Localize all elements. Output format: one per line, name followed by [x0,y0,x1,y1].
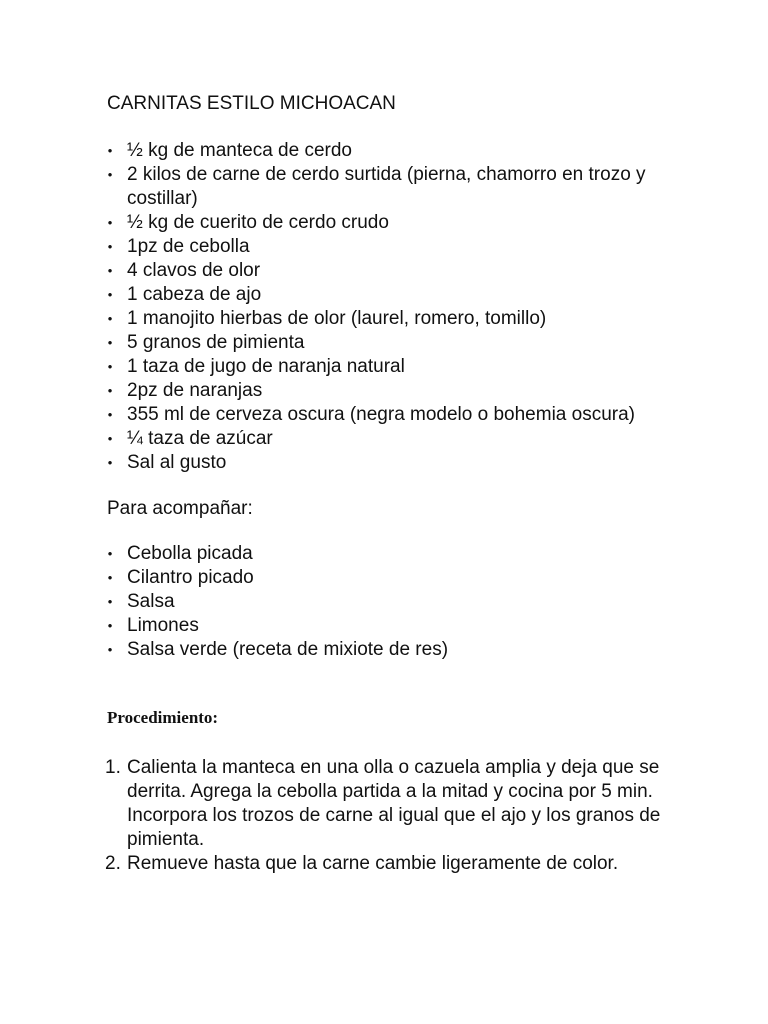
ingredient-item-text: 2pz de naranjas [127,380,263,401]
ingredient-item-text: 5 granos de pimienta [127,332,305,353]
ingredient-item-text: ½ kg de cuerito de cerdo crudo [127,212,389,233]
accompaniment-item [107,638,678,662]
accompaniment-item-text: Limones [127,615,199,636]
ingredient-item [107,283,678,307]
bullet-icon: • [107,383,113,398]
ingredient-item [107,427,678,451]
ingredient-item [107,379,678,403]
accompaniment-item-text: Cebolla picada [127,543,253,564]
ingredient-item-text: ¼ taza de azúcar [127,428,273,449]
accompaniment-item [107,614,678,638]
ingredient-item-text: 1 manojito hierbas de olor (laurel, romero, tomillo) [127,308,547,329]
bullet-icon: • [107,215,113,230]
accompaniment-item-text: Salsa verde (receta de mixiote de res) [127,639,449,660]
bullet-icon: • [107,455,113,470]
ingredient-item-text: Sal al gusto [127,452,227,473]
bullet-icon: • [107,407,113,422]
accompaniment-item-text: Cilantro picado [127,567,254,588]
accompaniment-item [107,566,678,590]
ingredient-item [107,355,678,379]
procedure-step [105,852,678,876]
accompaniment-list [107,542,678,662]
procedure-heading: Procedimiento: [107,708,219,727]
step-text: Calienta la manteca en una olla o cazuela amplia y deja que se derrita. Agrega la cebolla partida a la mitad y cocina por 5 min. Incorpora los trozos de carne al igual que el ajo y los granos de pimienta. [127,757,661,850]
bullet-icon: • [107,143,113,158]
bullet-icon: • [107,263,113,278]
bullet-icon: • [107,618,113,633]
ingredient-item [107,331,678,355]
bullet-icon: • [107,239,113,254]
ingredient-item [107,235,678,259]
accompaniment-item [107,590,678,614]
ingredient-item [107,259,678,283]
accompaniment-heading: Para acompañar: [107,498,253,519]
ingredient-item [107,451,678,475]
accompaniment-item [107,542,678,566]
ingredient-item [107,307,678,331]
bullet-icon: • [107,359,113,374]
ingredient-item-text: 355 ml de cerveza oscura (negra modelo o bohemia oscura) [127,404,635,425]
bullet-icon: • [107,167,113,182]
recipe-title: CARNITAS ESTILO MICHOACAN [107,93,396,114]
ingredient-item [107,211,678,235]
procedure-steps [105,756,678,876]
ingredient-item [107,163,678,211]
ingredient-item [107,139,678,163]
ingredient-item-text: 4 clavos de olor [127,260,261,281]
bullet-icon: • [107,431,113,446]
ingredient-item-text: ½ kg de manteca de cerdo [127,140,352,161]
step-number: 2. [105,853,121,874]
ingredient-item-text: 2 kilos de carne de cerdo surtida (pierna, chamorro en trozo y costillar) [127,164,646,209]
ingredients-list [107,139,678,475]
bullet-icon: • [107,594,113,609]
step-text: Remueve hasta que la carne cambie ligeramente de color. [127,853,619,874]
ingredient-item-text: 1 taza de jugo de naranja natural [127,356,405,377]
bullet-icon: • [107,546,113,561]
procedure-step [105,756,678,852]
bullet-icon: • [107,311,113,326]
ingredient-item-text: 1pz de cebolla [127,236,250,257]
step-number: 1. [105,757,121,778]
bullet-icon: • [107,287,113,302]
bullet-icon: • [107,642,113,657]
bullet-icon: • [107,570,113,585]
accompaniment-item-text: Salsa [127,591,175,612]
ingredient-item-text: 1 cabeza de ajo [127,284,262,305]
bullet-icon: • [107,335,113,350]
ingredient-item [107,403,678,427]
